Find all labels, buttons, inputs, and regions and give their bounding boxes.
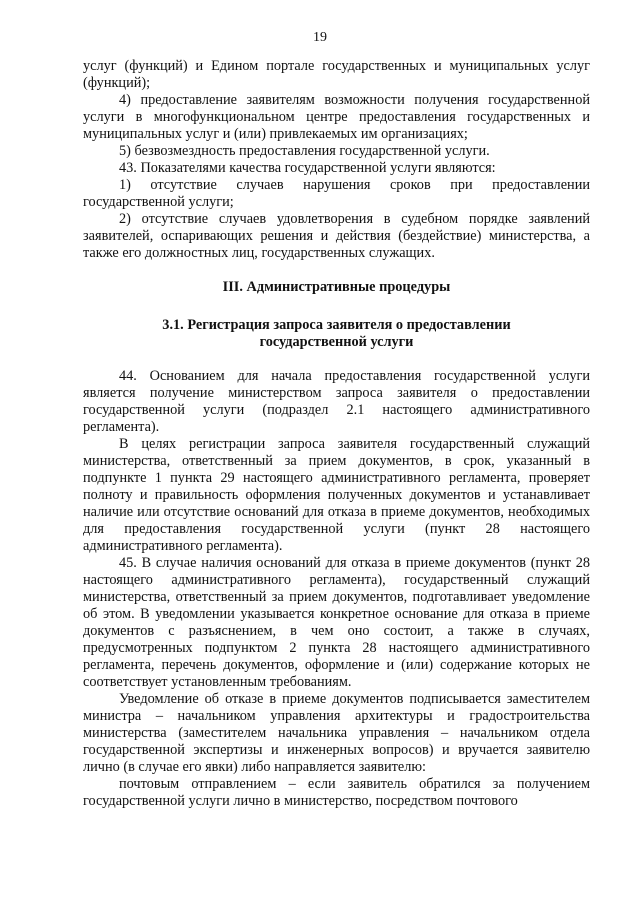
page-number: 19 [313, 30, 327, 45]
subsection-heading-line: 3.1. Регистрация запроса заявителя о предоставлении [162, 317, 511, 333]
subsection-heading-line: государственной услуги [259, 334, 414, 350]
paragraph: почтовым отправлением – если заявитель обратился за получением государственной услуги лично в министерство, посредством почтового [83, 776, 590, 809]
subsection-heading [83, 317, 590, 351]
paragraph: 2) отсутствие случаев удовлетворения в судебном порядке заявлений заявителей, оспаривающих решения и действия (бездействие) министерства, а также его должностных лиц, государственных служащих. [83, 211, 590, 261]
section-heading: III. Административные процедуры [222, 279, 451, 295]
paragraph: 43. Показателями качества государственной услуги являются: [119, 160, 496, 176]
paragraph: В целях регистрации запроса заявителя государственный служащий министерства, ответственный за прием документов, в срок, указанный в подпункте 1 пункта 29 настоящего административного регламента, проверяет полноту и правильность оформления полученных документов и устанавливает наличие или отсутствие оснований для отказа в приеме документов, необходимых для предоставления государственной услуги (пункт 28 настоящего административного регламента). [83, 436, 590, 554]
paragraph: 45. В случае наличия оснований для отказа в приеме документов (пункт 28 настоящего административного регламента), государственный служащий министерства, ответственный за прием документов, подготавливает уведомление об этом. В уведомлении указывается конкретное основание для отказа в приеме документов с разъяснением, в чем оно состоит, а также в случаях, предусмотренных подпунктом 2 пункта 28 настоящего административного регламента, перечень документов, оформление и (или) содержание которых не соответствует установленным требованиям. [83, 555, 590, 690]
document-body [83, 58, 590, 810]
paragraph: 4) предоставление заявителям возможности получения государственной услуги в многофункциональном центре предоставления государственных и муниципальных услуг и (или) привлекаемых им организациях; [83, 92, 590, 142]
paragraph: услуг (функций) и Едином портале государственных и муниципальных услуг (функций); [83, 58, 590, 91]
paragraph: Уведомление об отказе в приеме документов подписывается заместителем министра – начальником управления архитектуры и градостроительства министерства (заместителем начальника управления – начальником отдела государственной экспертизы и инженерных вопросов) и вручается заявителю лично (в случае его явки) либо направляется заявителю: [83, 691, 590, 775]
paragraph: 44. Основанием для начала предоставления государственной услуги является получение министерством запроса заявителя о предоставлении государственной услуги (подраздел 2.1 настоящего административного регламента). [83, 368, 590, 435]
paragraph: 1) отсутствие случаев нарушения сроков при предоставлении государственной услуги; [83, 177, 590, 210]
paragraph: 5) безвозмездность предоставления государственной услуги. [119, 143, 490, 159]
